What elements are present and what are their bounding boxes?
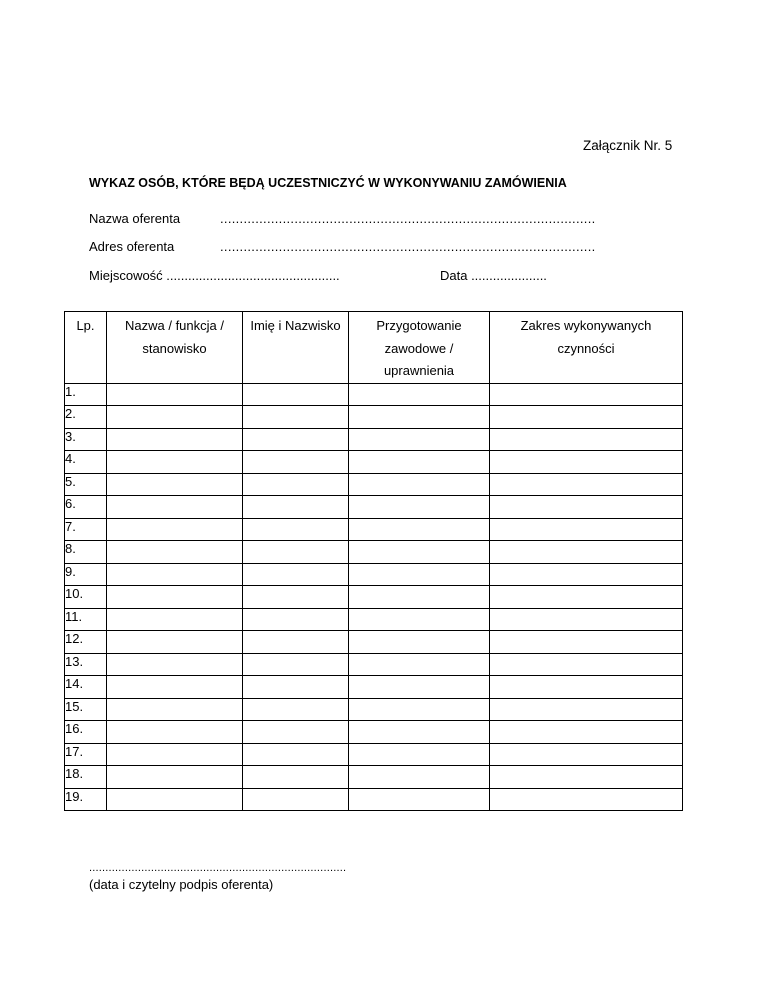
- table-row: [65, 698, 683, 721]
- column-header-line: Przygotowanie: [376, 318, 462, 333]
- table-cell[interactable]: [349, 631, 490, 654]
- table-row: [65, 383, 683, 406]
- table-cell[interactable]: [243, 766, 349, 789]
- table-cell[interactable]: [490, 676, 683, 699]
- row-number: 16.: [65, 721, 107, 744]
- table-row: [65, 743, 683, 766]
- column-header-line: zawodowe /: [384, 340, 454, 356]
- row-number: 11.: [65, 608, 107, 631]
- column-header: [107, 312, 243, 384]
- table-cell[interactable]: [349, 451, 490, 474]
- table-cell[interactable]: [349, 563, 490, 586]
- table-cell[interactable]: [490, 473, 683, 496]
- table-cell[interactable]: [107, 788, 243, 811]
- table-row: [65, 586, 683, 609]
- table-cell[interactable]: [490, 721, 683, 744]
- table-cell[interactable]: [490, 496, 683, 519]
- table-cell[interactable]: [243, 608, 349, 631]
- table-cell[interactable]: [349, 743, 490, 766]
- table-cell[interactable]: [243, 653, 349, 676]
- row-number: 6.: [65, 496, 107, 519]
- table-cell[interactable]: [243, 563, 349, 586]
- table-cell[interactable]: [490, 743, 683, 766]
- table-cell[interactable]: [349, 473, 490, 496]
- table-cell[interactable]: [349, 676, 490, 699]
- bidder-name-label: Nazwa oferenta: [89, 211, 181, 226]
- table-cell[interactable]: [349, 608, 490, 631]
- row-number: 7.: [65, 518, 107, 541]
- column-header-line: czynności: [557, 340, 615, 356]
- table-cell[interactable]: [107, 406, 243, 429]
- table-cell[interactable]: [349, 428, 490, 451]
- table-cell[interactable]: [490, 563, 683, 586]
- table-row: [65, 563, 683, 586]
- table-row: [65, 631, 683, 654]
- table-cell[interactable]: [490, 631, 683, 654]
- table-cell[interactable]: [490, 766, 683, 789]
- row-number: 2.: [65, 406, 107, 429]
- row-number: 15.: [65, 698, 107, 721]
- row-number: 3.: [65, 428, 107, 451]
- table-cell[interactable]: [349, 518, 490, 541]
- row-number: 9.: [65, 563, 107, 586]
- table-cell[interactable]: [243, 406, 349, 429]
- column-header-line: Zakres wykonywanych: [520, 318, 652, 333]
- table-cell[interactable]: [490, 608, 683, 631]
- table-cell[interactable]: [243, 383, 349, 406]
- table-row: [65, 653, 683, 676]
- table-cell[interactable]: [243, 631, 349, 654]
- table-cell[interactable]: [490, 541, 683, 564]
- table-row: [65, 608, 683, 631]
- table-cell[interactable]: [349, 766, 490, 789]
- table-cell[interactable]: [243, 698, 349, 721]
- table-row: [65, 518, 683, 541]
- table-cell[interactable]: [349, 653, 490, 676]
- table-cell[interactable]: [107, 721, 243, 744]
- table-row: [65, 541, 683, 564]
- table-cell[interactable]: [107, 676, 243, 699]
- row-number: 10.: [65, 586, 107, 609]
- column-header: [349, 312, 490, 384]
- row-number: 19.: [65, 788, 107, 811]
- table-row: [65, 406, 683, 429]
- bidder-address-field[interactable]: ................................................................................................: [220, 239, 596, 254]
- table-cell[interactable]: [243, 451, 349, 474]
- row-number: 4.: [65, 451, 107, 474]
- document-title: WYKAZ OSÓB, KTÓRE BĘDĄ UCZESTNICZYĆ W WYKONYWANIU ZAMÓWIENIA: [89, 176, 567, 190]
- table-cell[interactable]: [490, 698, 683, 721]
- personnel-table: [64, 311, 683, 811]
- table-cell[interactable]: [490, 518, 683, 541]
- table-row: [65, 766, 683, 789]
- table-cell[interactable]: [349, 383, 490, 406]
- table-cell[interactable]: [243, 541, 349, 564]
- city-field[interactable]: Miejscowość ................................................: [89, 268, 340, 283]
- signature-line[interactable]: ...............................................................................: [89, 862, 347, 874]
- column-header: [490, 312, 683, 384]
- table-row: [65, 428, 683, 451]
- column-header-line: stanowisko: [142, 340, 207, 356]
- table-row: [65, 496, 683, 519]
- table-cell[interactable]: [243, 721, 349, 744]
- table-cell[interactable]: [349, 406, 490, 429]
- column-header-line: uprawnienia: [383, 363, 455, 378]
- table-cell[interactable]: [107, 586, 243, 609]
- row-number: 18.: [65, 766, 107, 789]
- row-number: 14.: [65, 676, 107, 699]
- table-cell[interactable]: [243, 743, 349, 766]
- table-cell[interactable]: [107, 743, 243, 766]
- table-cell[interactable]: [349, 788, 490, 811]
- table-cell[interactable]: [490, 383, 683, 406]
- column-header-line: Imię i Nazwisko: [250, 318, 341, 333]
- table-cell[interactable]: [243, 496, 349, 519]
- table-row: [65, 676, 683, 699]
- table-cell[interactable]: [107, 541, 243, 564]
- table-cell[interactable]: [243, 518, 349, 541]
- table-cell[interactable]: [107, 608, 243, 631]
- row-number: 13.: [65, 653, 107, 676]
- table-cell[interactable]: [243, 428, 349, 451]
- table-cell[interactable]: [349, 496, 490, 519]
- table-cell[interactable]: [107, 428, 243, 451]
- table-cell[interactable]: [107, 518, 243, 541]
- table-row: [65, 473, 683, 496]
- table-cell[interactable]: [107, 653, 243, 676]
- table-cell[interactable]: [490, 788, 683, 811]
- table-cell[interactable]: [490, 653, 683, 676]
- row-number: 17.: [65, 743, 107, 766]
- table-cell[interactable]: [490, 586, 683, 609]
- table-cell[interactable]: [107, 496, 243, 519]
- table-row: [65, 721, 683, 744]
- row-number: 5.: [65, 473, 107, 496]
- table-cell[interactable]: [349, 698, 490, 721]
- table-body: [65, 383, 683, 811]
- table-cell[interactable]: [107, 473, 243, 496]
- table-cell[interactable]: [490, 451, 683, 474]
- date-field[interactable]: Data .....................: [440, 268, 547, 283]
- bidder-address-label: Adres oferenta: [89, 239, 175, 254]
- row-number: 12.: [65, 631, 107, 654]
- table-cell[interactable]: [107, 383, 243, 406]
- table-cell[interactable]: [107, 698, 243, 721]
- column-header-line: Lp.: [76, 318, 95, 333]
- table-cell[interactable]: [490, 428, 683, 451]
- table-row: [65, 788, 683, 811]
- signature-label: (data i czytelny podpis oferenta): [89, 877, 274, 892]
- table-cell[interactable]: [349, 721, 490, 744]
- table-cell[interactable]: [243, 788, 349, 811]
- annex-number: Załącznik Nr. 5: [583, 138, 673, 153]
- table-cell[interactable]: [243, 586, 349, 609]
- table-cell[interactable]: [349, 541, 490, 564]
- table-cell[interactable]: [349, 586, 490, 609]
- bidder-name-field[interactable]: ................................................................................................: [220, 211, 596, 226]
- table-cell[interactable]: [243, 473, 349, 496]
- column-header: [65, 312, 107, 384]
- table-cell[interactable]: [107, 631, 243, 654]
- table-cell[interactable]: [107, 766, 243, 789]
- table-cell[interactable]: [107, 451, 243, 474]
- table-cell[interactable]: [107, 563, 243, 586]
- row-number: 8.: [65, 541, 107, 564]
- column-header: [243, 312, 349, 384]
- table-cell[interactable]: [243, 676, 349, 699]
- column-header-line: Nazwa / funkcja /: [125, 318, 224, 333]
- table-row: [65, 451, 683, 474]
- table-cell[interactable]: [490, 406, 683, 429]
- row-number: 1.: [65, 383, 107, 406]
- table-header-row: [65, 312, 683, 384]
